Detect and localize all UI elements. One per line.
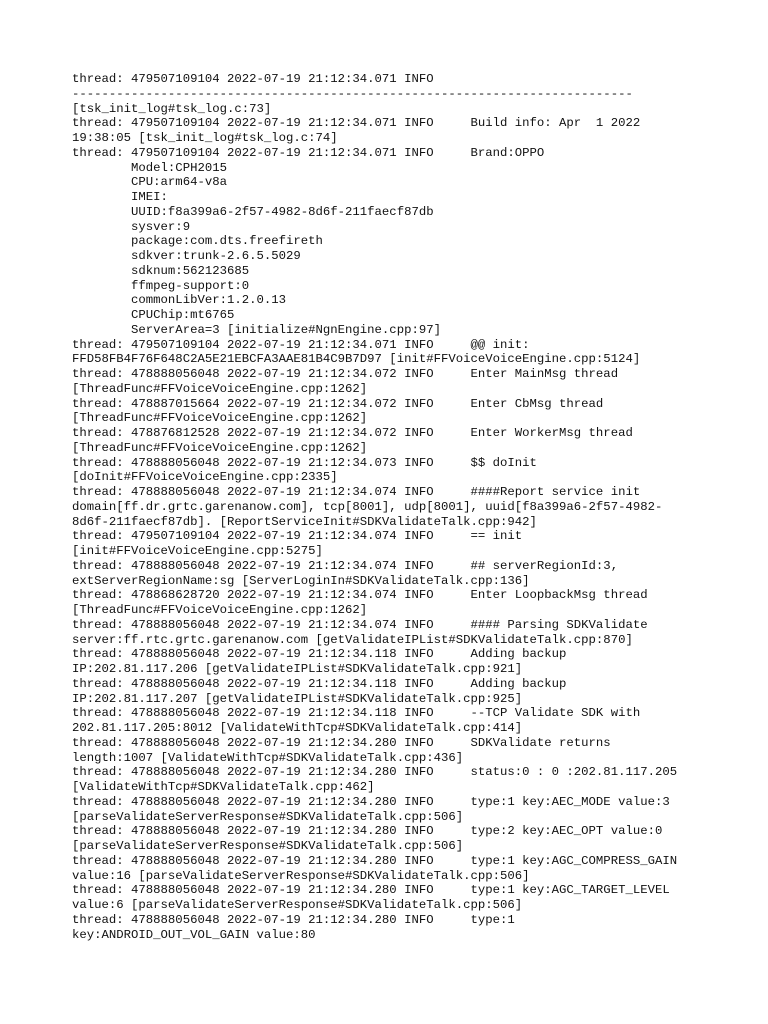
log-line: thread: 478888056048 2022-07-19 21:12:34.280 INFO status:0 : 0 :202.81.117.205 xyxy=(72,765,678,780)
log-line: [init#FFVoiceVoiceEngine.cpp:5275] xyxy=(72,544,323,558)
log-line: thread: 478888056048 2022-07-19 21:12:34.280 INFO type:1 xyxy=(72,912,515,927)
log-line: CPU:arm64-v8a xyxy=(72,175,227,190)
log-line: [ThreadFunc#FFVoiceVoiceEngine.cpp:1262] xyxy=(72,603,368,617)
log-line: thread: 478868628720 2022-07-19 21:12:34.074 INFO Enter LoopbackMsg thread xyxy=(72,588,648,603)
log-line: thread: 478888056048 2022-07-19 21:12:34.280 INFO type:1 key:AGC_COMPRESS_GAIN xyxy=(72,853,678,868)
log-line: thread: 478887015664 2022-07-19 21:12:34.072 INFO Enter CbMsg thread xyxy=(72,396,604,411)
log-line: thread: 478876812528 2022-07-19 21:12:34.072 INFO Enter WorkerMsg thread xyxy=(72,426,633,440)
log-line: thread: 478888056048 2022-07-19 21:12:34.280 INFO type:2 key:AEC_OPT value:0 xyxy=(72,824,663,839)
log-line: value:16 [parseValidateServerResponse#SDKValidateTalk.cpp:506] xyxy=(72,868,530,883)
log-line: thread: 478888056048 2022-07-19 21:12:34.072 INFO Enter MainMsg thread xyxy=(72,367,619,381)
log-line: sysver:9 xyxy=(72,219,191,234)
log-line: ffmpeg-support:0 xyxy=(72,278,250,293)
log-document xyxy=(72,72,712,942)
log-line: thread: 479507109104 2022-07-19 21:12:34.071 INFO Build info: Apr 1 2022 xyxy=(72,116,641,131)
log-line: ---------------------------------------------------------------------------- xyxy=(72,86,633,101)
log-line: thread: 478888056048 2022-07-19 21:12:34.280 INFO type:1 key:AGC_TARGET_LEVEL xyxy=(72,883,670,898)
log-line: thread: 479507109104 2022-07-19 21:12:34.074 INFO == init xyxy=(72,529,523,544)
log-line: [tsk_init_log#tsk_log.c:73] xyxy=(72,101,272,116)
log-line: sdkver:trunk-2.6.5.5029 xyxy=(72,249,301,263)
log-line: thread: 478888056048 2022-07-19 21:12:34.118 INFO Adding backup xyxy=(72,647,567,662)
log-line: thread: 478888056048 2022-07-19 21:12:34.280 INFO type:1 key:AEC_MODE value:3 xyxy=(72,794,670,809)
log-line: CPUChip:mt6765 xyxy=(72,308,235,322)
log-line: [ThreadFunc#FFVoiceVoiceEngine.cpp:1262] xyxy=(72,440,368,455)
log-line: value:6 [parseValidateServerResponse#SDKValidateTalk.cpp:506] xyxy=(72,898,523,912)
log-line: thread: 478888056048 2022-07-19 21:12:34.118 INFO Adding backup xyxy=(72,676,567,691)
log-line: [parseValidateServerResponse#SDKValidateTalk.cpp:506] xyxy=(72,839,464,853)
log-line: thread: 479507109104 2022-07-19 21:12:34.071 INFO @@ init: xyxy=(72,337,530,352)
log-line: [ThreadFunc#FFVoiceVoiceEngine.cpp:1262] xyxy=(72,381,368,396)
log-line: IP:202.81.117.206 [getValidateIPList#SDKValidateTalk.cpp:921] xyxy=(72,662,523,676)
log-line: ServerArea=3 [initialize#NgnEngine.cpp:97] xyxy=(72,322,441,337)
log-line: [ValidateWithTcp#SDKValidateTalk.cpp:462] xyxy=(72,780,375,794)
log-line: thread: 479507109104 2022-07-19 21:12:34.071 INFO xyxy=(72,72,434,86)
log-line: sdknum:562123685 xyxy=(72,263,250,278)
log-line: domain[ff.dr.grtc.garenanow.com], tcp[8001], udp[8001], uuid[f8a399a6-2f57-4982- xyxy=(72,499,663,514)
log-line: length:1007 [ValidateWithTcp#SDKValidateTalk.cpp:436] xyxy=(72,750,464,765)
log-line: commonLibVer:1.2.0.13 xyxy=(72,293,287,308)
log-line: [doInit#FFVoiceVoiceEngine.cpp:2335] xyxy=(72,470,338,485)
log-line: 8d6f-211faecf87db]. [ReportServiceInit#SDKValidateTalk.cpp:942] xyxy=(72,514,537,529)
log-line: [parseValidateServerResponse#SDKValidateTalk.cpp:506] xyxy=(72,809,464,824)
log-line: package:com.dts.freefireth xyxy=(72,234,323,249)
log-line: thread: 478888056048 2022-07-19 21:12:34.074 INFO #### Parsing SDKValidate xyxy=(72,617,648,632)
log-line: thread: 478888056048 2022-07-19 21:12:34.074 INFO ## serverRegionId:3, xyxy=(72,558,619,573)
log-line: thread: 478888056048 2022-07-19 21:12:34.280 INFO SDKValidate returns xyxy=(72,735,611,750)
log-line: extServerRegionName:sg [ServerLoginIn#SDKValidateTalk.cpp:136] xyxy=(72,573,530,588)
log-line: UUID:f8a399a6-2f57-4982-8d6f-211faecf87db xyxy=(72,204,434,219)
log-line: Model:CPH2015 xyxy=(72,160,227,175)
log-line: thread: 478888056048 2022-07-19 21:12:34.118 INFO --TCP Validate SDK with xyxy=(72,706,641,721)
log-line: IP:202.81.117.207 [getValidateIPList#SDKValidateTalk.cpp:925] xyxy=(72,691,523,706)
log-line: 19:38:05 [tsk_init_log#tsk_log.c:74] xyxy=(72,131,338,145)
log-line: server:ff.rtc.grtc.garenanow.com [getValidateIPList#SDKValidateTalk.cpp:870] xyxy=(72,632,633,647)
log-line: FFD58FB4F76F648C2A5E21EBCFA3AAE81B4C9B7D97 [init#FFVoiceVoiceEngine.cpp:5124] xyxy=(72,352,641,367)
log-line: [ThreadFunc#FFVoiceVoiceEngine.cpp:1262] xyxy=(72,411,368,426)
log-line: IMEI: xyxy=(72,190,168,204)
log-line: thread: 479507109104 2022-07-19 21:12:34.071 INFO Brand:OPPO xyxy=(72,145,545,160)
log-line: thread: 478888056048 2022-07-19 21:12:34.074 INFO ####Report service init xyxy=(72,485,641,499)
log-line: thread: 478888056048 2022-07-19 21:12:34.073 INFO $$ doInit xyxy=(72,455,537,470)
log-line: key:ANDROID_OUT_VOL_GAIN value:80 xyxy=(72,927,316,942)
log-line: 202.81.117.205:8012 [ValidateWithTcp#SDKValidateTalk.cpp:414] xyxy=(72,721,523,735)
